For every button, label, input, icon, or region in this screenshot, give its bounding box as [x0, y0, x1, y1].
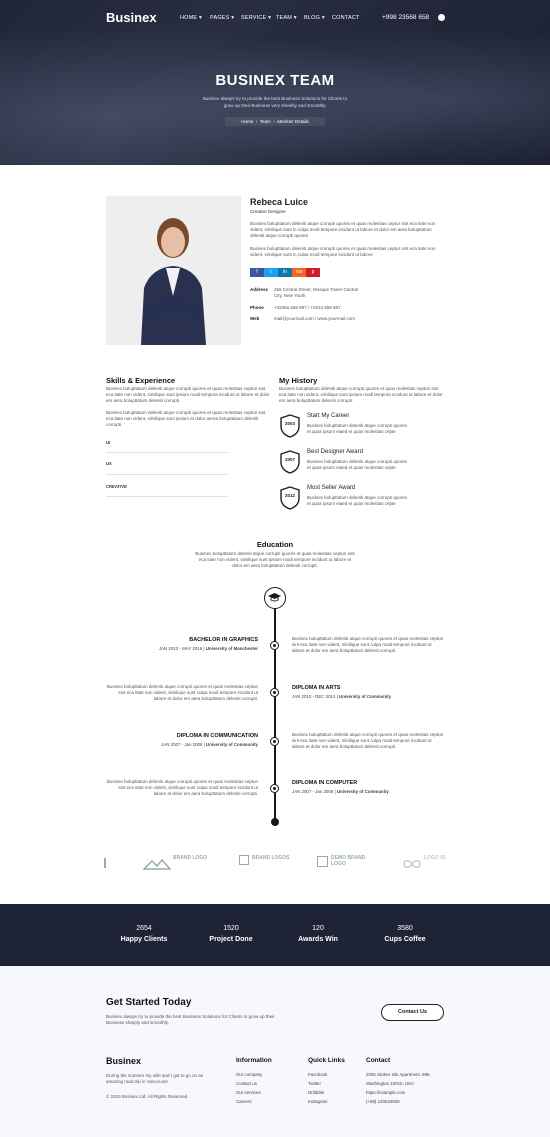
- cta-text: Businex always try to provide the best Business Solutions for Clinets to grow up their Business sharply and smoothly.: [106, 1014, 275, 1025]
- education-item-title: BACHELOR IN GRAPHICS: [189, 637, 258, 643]
- skill-bar: [106, 452, 228, 453]
- award-badge-icon: [280, 450, 300, 474]
- page-title: BUSINEX TEAM: [215, 72, 335, 89]
- linkedin-icon[interactable]: in: [278, 268, 292, 277]
- brand-logo-partial: [104, 858, 107, 868]
- nav-contact[interactable]: CONTACT: [332, 15, 360, 21]
- history-item-title: Most Seller Award: [307, 485, 356, 491]
- skill-ui: UI: [106, 440, 111, 445]
- address-label: Address: [250, 287, 269, 292]
- skill-ux: UX: [106, 461, 112, 466]
- history-item-text: Businex bolupttatum deleniti atque corrupti quores et quas ipsum eiaed et quas molestias cepte: [307, 423, 408, 434]
- footer-link[interactable]: Our company: [236, 1072, 263, 1077]
- rss-icon[interactable]: rss: [292, 268, 306, 277]
- award-year: 2003: [284, 421, 295, 426]
- education-item-meta: JAN 2010 - DEC 2012 | University of Community: [292, 694, 392, 699]
- award-badge-icon: [280, 486, 300, 510]
- timeline-node: [270, 737, 279, 746]
- stat-number: 3580: [397, 925, 413, 932]
- footer-link[interactable]: Contact us: [236, 1081, 257, 1086]
- history-item-title: Start My Career: [307, 413, 350, 419]
- hero-subtitle: Businex always try to provide the best Business Solutions for Clinets to grow up their Business very sheshly and smoothly.: [202, 96, 348, 108]
- history-item-text: Businex bolupttatum deleniti atque corrupti quores et quas ipsum eiaed et quas molestias cepte: [307, 495, 408, 506]
- history-intro: Businex bolupttatum deleniti atque corrupti quores et quas molestias ceptun sint eca itate non vident, similique sunt ipsium modi tempora incidunt ut labore et dolor em aera bolupttatum deleniti corrupti.: [279, 386, 443, 403]
- education-item-meta: JAN 2013 - MAY 2016 | University of Manchester: [158, 646, 258, 651]
- footer-contact-line: (+68) 120034509: [366, 1099, 400, 1104]
- education-item-text: Businex bolupttatum deleniti atque corrupti quores et quas molestias ceptun sint eca itate non vident, similique sunt culpa modi tempore incidunt ut labore et dolor em aera bolupttatum deleniti corrupti.: [106, 684, 258, 701]
- footer-contact-title: Contact: [366, 1057, 391, 1064]
- award-year: 2007: [284, 457, 295, 462]
- web-label: Web: [250, 316, 260, 321]
- nav-blog[interactable]: BLOG ▾: [304, 15, 325, 21]
- mountain-icon: [143, 857, 171, 869]
- member-role: Creative Designer: [250, 209, 287, 214]
- square-icon: [239, 855, 249, 865]
- footer-contact-line: Washington 10010, USA: [366, 1081, 414, 1086]
- footer-link[interactable]: Our services: [236, 1090, 261, 1095]
- phone-label: Phone: [250, 305, 264, 310]
- member-bio-2: Businex bolupttatum deleniti atque corrupti quores et quas molestias ceptur sint eca itate non vident, similique sunt in culpa modi tempore incidunt ut labore: [250, 246, 436, 257]
- award-year: 2012: [284, 493, 295, 498]
- stats-band: [0, 904, 550, 966]
- education-item-meta: JAN 2007 - Jan 2008 | University of Community: [292, 789, 389, 794]
- footer-link[interactable]: Instagram: [308, 1099, 328, 1104]
- site-logo[interactable]: Businex: [106, 10, 157, 25]
- education-item-meta: JAN 2007 - Jan 2008 | University of Community: [161, 742, 258, 747]
- education-item-text: Businex bolupttatum deleniti atque corrupti quores et quas molestias ceptun sint eca itate non vident, similique sunt culpa modi tempore incidunt ut labore et dolor em aera bolupttatum deleniti corrupti.: [292, 636, 444, 653]
- skills-title: Skills & Experience: [106, 376, 176, 385]
- footer-quick-title: Quick Links: [308, 1057, 345, 1064]
- stat-label: Cups Coffee: [384, 936, 426, 943]
- history-item-title: Best Designer Award: [307, 449, 363, 455]
- footer-link[interactable]: Twitter: [308, 1081, 321, 1086]
- web-value[interactable]: mail@yourmail.com / www.yourmail.com: [274, 316, 355, 321]
- footer-link[interactable]: Dribbble: [308, 1090, 325, 1095]
- breadcrumb-home[interactable]: Home: [241, 119, 254, 124]
- skill-bar: [106, 496, 228, 497]
- education-item-title: DIPLOMA IN ARTS: [292, 685, 341, 691]
- search-icon[interactable]: [438, 14, 445, 21]
- member-bio-1: Businex bolupttatum deleniti atque corrupti quores et quas molestias ceptur sint eca itate non vident, similique sunt in culpa modi tempore incidunt ut labore et dolor em aera bolupttatum deleniti atque corrupti quores: [250, 221, 436, 238]
- timeline-end-dot: [271, 818, 279, 826]
- nav-pages[interactable]: PAGES ▾: [210, 15, 235, 21]
- footer-info-title: Information: [236, 1057, 272, 1064]
- pinterest-icon[interactable]: p: [306, 268, 320, 277]
- footer-link[interactable]: Careers: [236, 1099, 252, 1104]
- skill-creative: CREATIVE: [106, 484, 127, 489]
- facebook-icon[interactable]: f: [250, 268, 264, 277]
- brand-logo: LOGO 00: [424, 855, 446, 861]
- stat-number: 1520: [223, 925, 239, 932]
- education-intro: Businex bolupttatum deleniti atque corrupti quores et quas molestias ceptun sint eca itate non vident, similique sunt ipsium modi tempore incidunt ut labore et dolor em aera bolupttatum deleniti corrupti.: [195, 551, 355, 568]
- stat-label: Project Done: [209, 936, 253, 943]
- education-item-title: DIPLOMA IN COMMUNICATION: [176, 733, 258, 739]
- footer-contact-line[interactable]: https://example.com: [366, 1090, 406, 1095]
- footer-link[interactable]: Facebook: [308, 1072, 328, 1077]
- member-photo: [106, 196, 241, 345]
- skills-text-1: Businex bolupttatum deleniti atque corrupti quores et quas molestias ceptun sint eca itate non vident, similique sunt ipsium modi tempora incidunt ut labore et dolor em aera bolupttatum deleniti corrupti.: [106, 386, 270, 403]
- footer-about: During the summer my wife and I got to go on an amazing road trip in Vancouver.: [106, 1073, 204, 1084]
- stat-label: Happy Clients: [120, 936, 168, 943]
- graduation-cap-icon: [264, 587, 286, 609]
- breadcrumb-current: Member Details: [277, 119, 309, 124]
- cta-title: Get Started Today: [106, 997, 192, 1008]
- education-item-text: Businex bolupttatum deleniti atque corrupti quores et quas molestias ceptun sint eca itate non vident, similique sunt culpa modi tempore incidunt ut labore et dolor em aera bolupttatum deleniti corrupti.: [292, 732, 444, 749]
- history-item-text: Businex bolupttatum deleniti atque corrupti quores et quas ipsum eiaed et quas molestias cepte: [307, 459, 408, 470]
- phone-value: +0235a 658 987 / +0234 568 987: [274, 305, 341, 310]
- education-item-text: Businex bolupttatum deleniti atque corrupti quores et quas molestias ceptun sint eca itate non vident, similique sunt culpa modi tempore incidunt ut labore et dolor em aera bolupttatum deleniti corrupti.: [106, 779, 258, 796]
- award-badge-icon: [280, 414, 300, 438]
- timeline-node: [270, 688, 279, 697]
- cross-box-icon: [317, 856, 328, 867]
- brand-logo: DEMO BRAND LOGO: [331, 855, 366, 867]
- member-name: Rebeca Luice: [250, 197, 309, 207]
- twitter-icon[interactable]: t: [264, 268, 278, 277]
- timeline-node: [270, 784, 279, 793]
- footer-logo[interactable]: Businex: [106, 1056, 142, 1066]
- history-title: My History: [279, 376, 318, 385]
- brand-logo: BRAND LOGOS: [252, 855, 290, 861]
- header-phone[interactable]: +998 23568 658: [382, 14, 430, 21]
- stat-number: 120: [312, 925, 324, 932]
- nav-service[interactable]: SERVICE ▾: [241, 15, 272, 21]
- footer-contact-line: 2005 Stokes Isle Apartment. 896,: [366, 1072, 431, 1077]
- address-value: 256 Central Street, Mosque Tower Central City, New Yourk: [274, 287, 358, 298]
- nav-home[interactable]: HOME ▾: [180, 15, 203, 21]
- stat-number: 2654: [136, 925, 152, 932]
- stat-label: Awards Win: [298, 936, 338, 943]
- brand-logo: BRAND LOGO: [173, 855, 208, 861]
- infinity-icon: [403, 856, 421, 866]
- breadcrumb: Home › Team › Member Details: [225, 117, 325, 126]
- skills-text-2: Businex bolupttatum deleniti atque corrupti quores et quas molestias ceptun sint eca itate non vident, similique sunt ipsium et dolor aerea bolupttatum deleniti corrupti.: [106, 410, 266, 427]
- education-item-title: DIPLOMA IN COMPUTER: [292, 780, 358, 786]
- contact-us-button[interactable]: Contact Us: [381, 1004, 444, 1021]
- skill-bar: [106, 474, 228, 475]
- breadcrumb-team[interactable]: Team: [259, 119, 271, 124]
- timeline-node: [270, 641, 279, 650]
- education-title: Education: [256, 540, 294, 549]
- footer: [0, 966, 550, 1137]
- footer-copyright: © 2019 Businex Ltd. All Rights Reserved.: [106, 1094, 189, 1099]
- nav-team[interactable]: TEAM ▾: [276, 15, 297, 21]
